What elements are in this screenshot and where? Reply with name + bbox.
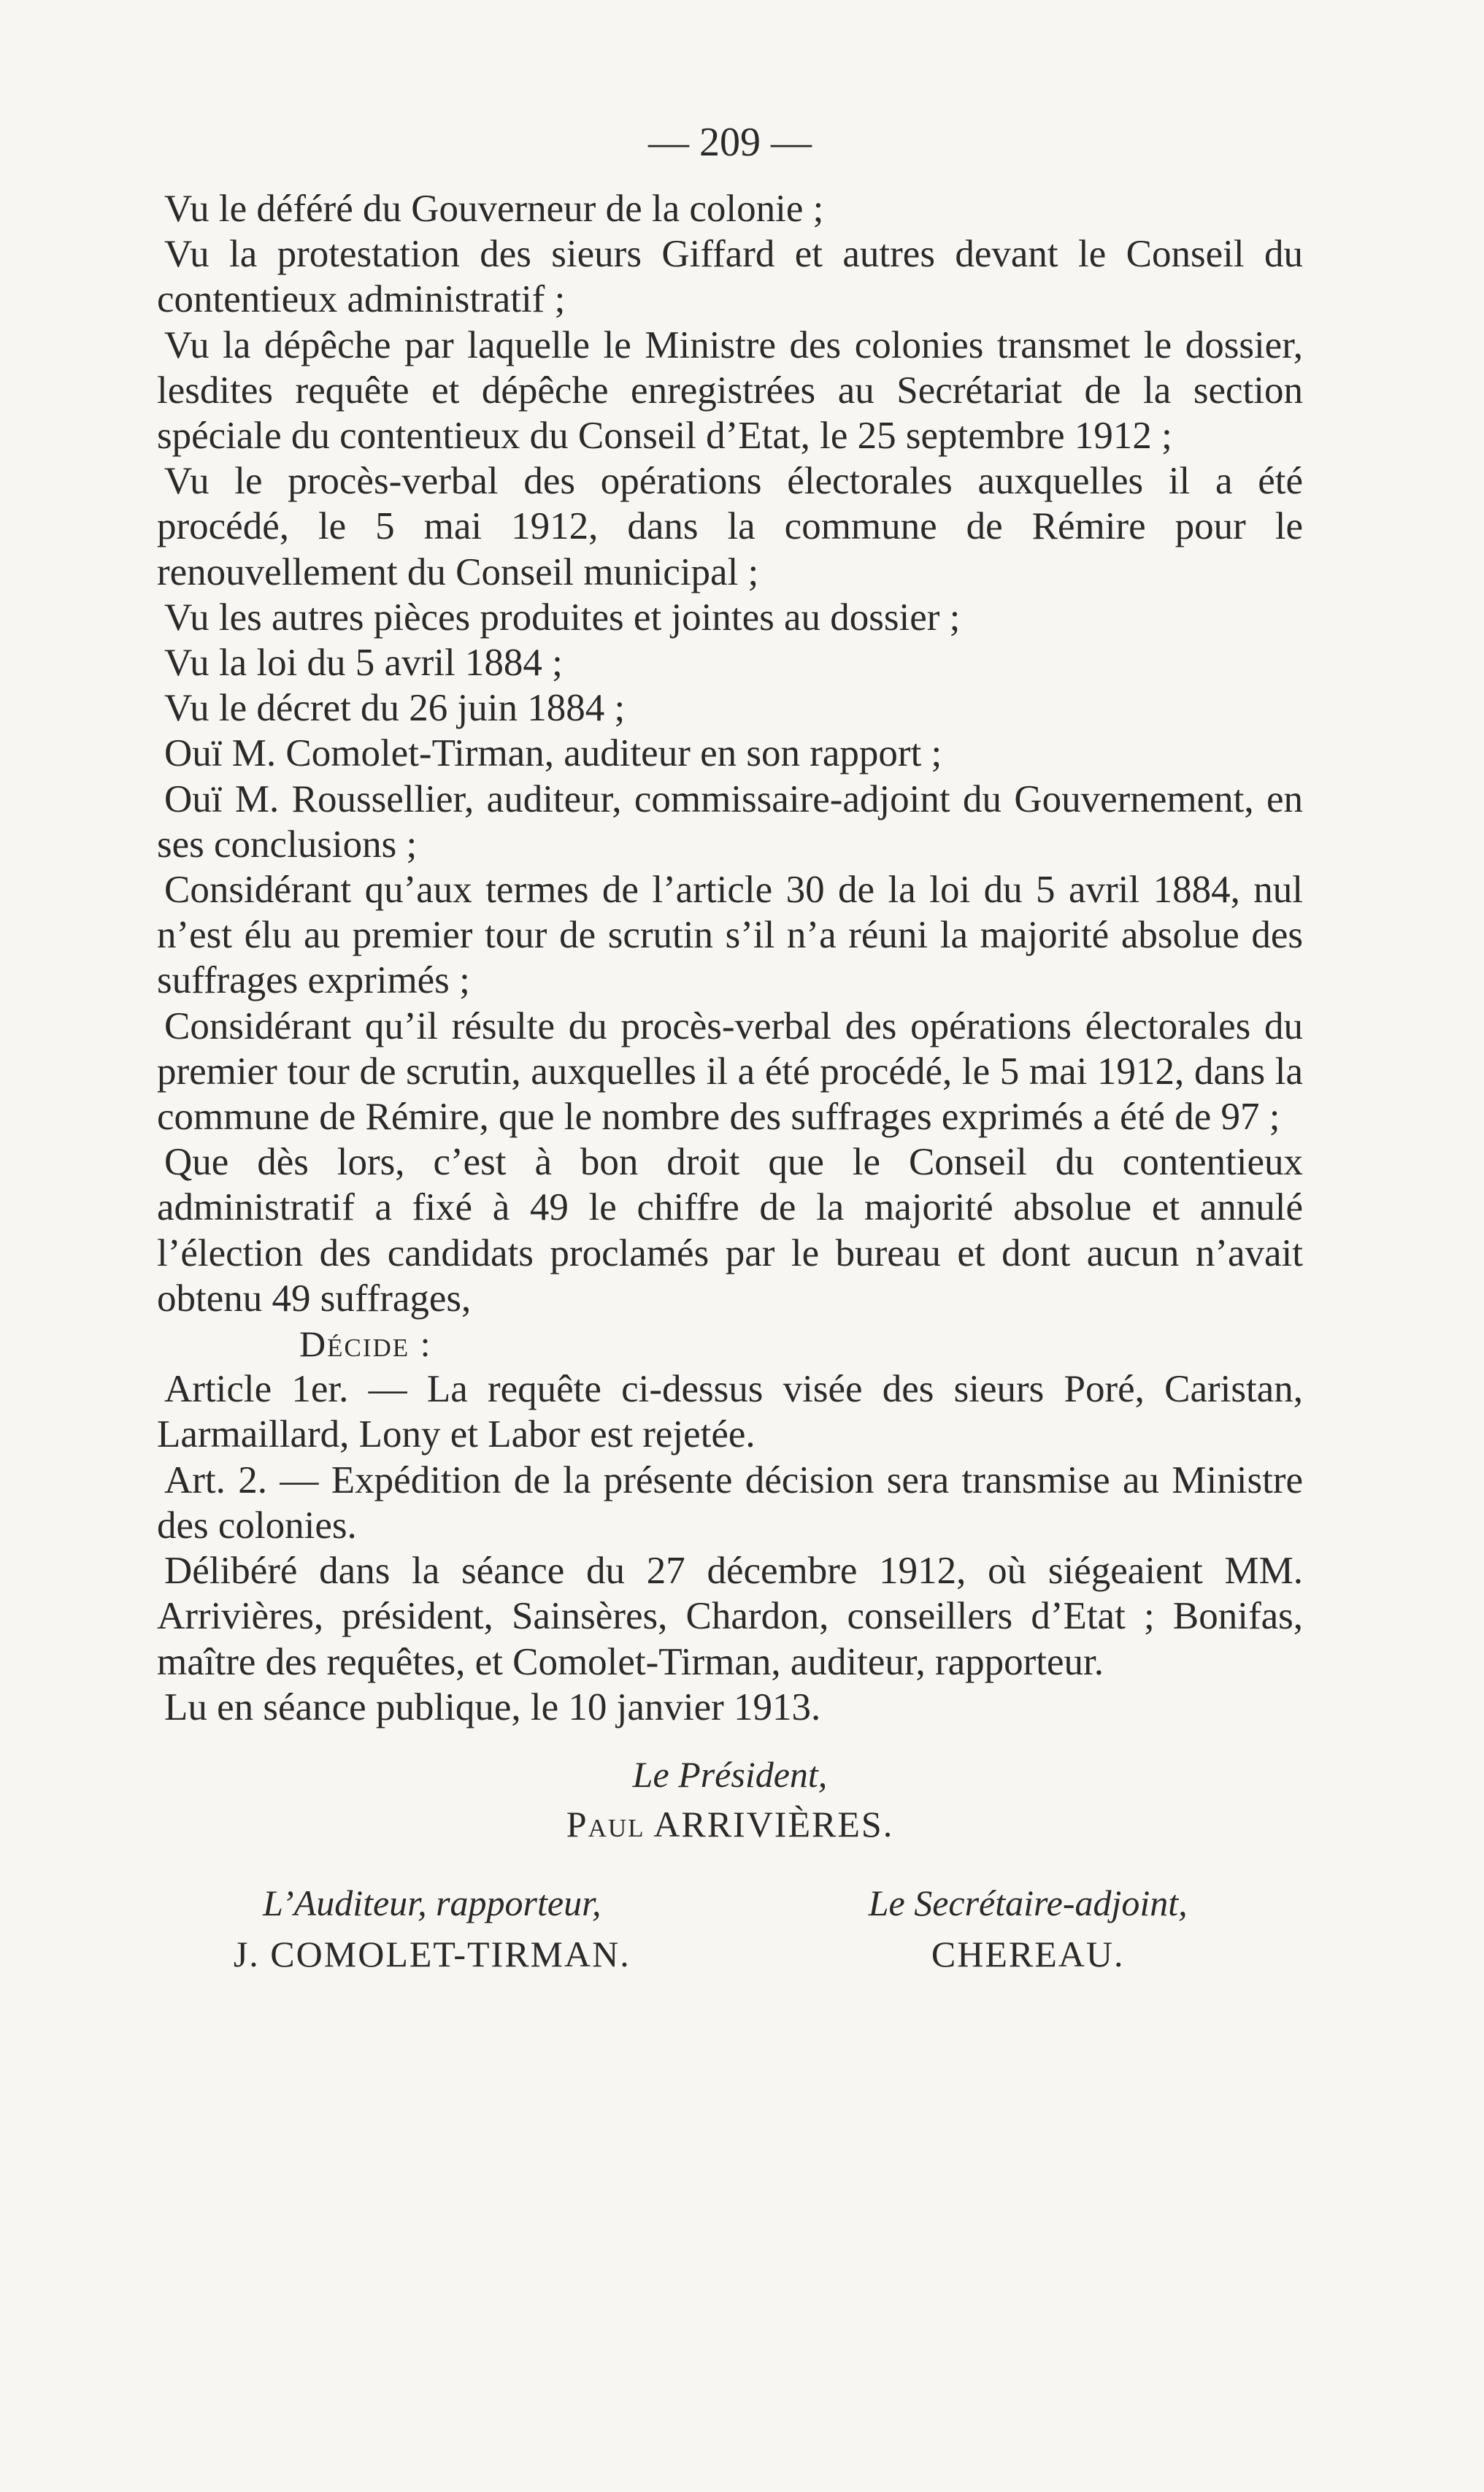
auditeur-name: J. COMOLET-TIRMAN. — [233, 1933, 631, 1974]
articles-section — [157, 1366, 1303, 1730]
auditeur-signature — [157, 1879, 707, 1981]
paragraph-decret: Vu le décret du 26 juin 1884 ; — [164, 687, 626, 730]
secretaire-title: Le Secrétaire-adjoint, — [868, 1882, 1188, 1923]
signature-block — [157, 1750, 1303, 1981]
paragraph-considerant-2: Considérant qu’il résulte du procès-verbal des opérations électorales du premier tour de scrutin, auxquelles il a été procédé, le 5 mai 1912, dans la commune de Rémire, que le nombre des suffrages exprimés a été de 97 ; — [157, 1004, 1303, 1139]
auditeur-title: L’Auditeur, rapporteur, — [263, 1882, 601, 1923]
president-name: Paul ARRIVIÈRES. — [566, 1803, 894, 1845]
president-title: Le Président, — [632, 1753, 828, 1795]
paragraph-autres-pieces: Vu les autres pièces produites et jointes au dossier ; — [164, 596, 961, 639]
paragraph-delibere: Délibéré dans la séance du 27 décembre 1912, où siégeaient MM. Arrivières, président, Sainsères, Chardon, conseillers d’Etat ; Bonifas, maître des requêtes, et Comolet-Tirman, auditeur, rapporteur. — [157, 1550, 1303, 1683]
visa-section — [157, 186, 1303, 1321]
secretaire-signature — [753, 1879, 1303, 1981]
paragraph-proces-verbal: Vu le procès-verbal des opérations électorales auxquelles il a été procédé, le 5 mai 1912, dans la commune de Rémire pour le renouvellement du Conseil municipal ; — [157, 460, 1303, 593]
page-content — [157, 113, 1303, 1981]
paragraph-oui-comolet: Ouï M. Comolet-Tirman, auditeur en son rapport ; — [164, 732, 942, 775]
page-number: — 209 — — [648, 120, 812, 165]
article-1: Article 1er. — La requête ci-dessus visée des sieurs Poré, Caristan, Larmaillard, Lony et Labor est rejetée. — [157, 1368, 1303, 1456]
paragraph-deferre: Vu le déféré du Gouverneur de la colonie ; — [164, 188, 824, 230]
paragraph-depeche: Vu la dépêche par laquelle le Ministre des colonies transmet le dossier, lesdites requête et dépêche enregistrées au Secrétariat de la section spéciale du contentieux du Conseil d’Etat, le 25 septembre 1912 ; — [157, 323, 1303, 458]
signature-columns — [157, 1879, 1303, 1981]
secretaire-name: CHEREAU. — [931, 1933, 1125, 1974]
paragraph-considerant-1: Considérant qu’aux termes de l’article 30 de la loi du 5 avril 1884, nul n’est élu au premier tour de scrutin s’il n’a réuni la majorité absolue des suffrages exprimés ; — [157, 869, 1303, 1002]
article-2: Art. 2. — Expédition de la présente décision sera transmise au Ministre des colonies. — [157, 1458, 1303, 1547]
paragraph-protestation: Vu la protestation des sieurs Giffard et autres devant le Conseil du contentieux administratif ; — [157, 233, 1303, 321]
decide-heading: Décide : — [299, 1323, 432, 1365]
paragraph-oui-roussellier: Ouï M. Roussellier, auditeur, commissaire-adjoint du Gouvernement, en ses conclusions ; — [157, 777, 1303, 866]
paragraph-que-des-lors: Que dès lors, c’est à bon droit que le Conseil du contentieux administratif a fixé à 49 le chiffre de la majorité absolue et annulé l’élection des candidats proclamés par le bureau et dont aucun n’avait obtenu 49 suffrages, — [157, 1141, 1303, 1320]
paragraph-lu-en-seance: Lu en séance publique, le 10 janvier 1913. — [164, 1685, 821, 1728]
paragraph-loi: Vu la loi du 5 avril 1884 ; — [164, 642, 563, 685]
